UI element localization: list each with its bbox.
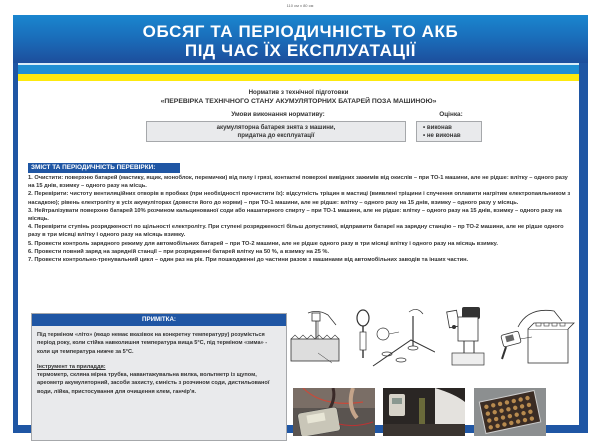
battery-cells-photo [474,388,546,436]
step-item: 3. Нейтралізувати поверхню батарей 10% розчином кальцинованої соди або нашатирного спирту – при ТО-1 машини, але не рідше: влітку – одного разу на 15 днів, взимку – одного разу на місяць. [28,207,562,223]
voltmeter-battery-diagram [498,307,576,367]
step-item: 4. Перевірити ступінь розрядженості по щільності електроліту. При ступені розрядженості більш допустимої, відправити батареї на зарядну станцію – пр ТО-2 машини, але не рідше одного разу в три місяці влітку і одного разу на місяць взимку. [28,224,564,239]
tools-text: термометр, скляна мірна трубка, навантажувальна вилка, вольтметр із щупом, ареометр акумуляторний, засоби захисту, ємність з розчином соди, дистильованої води, лійка, пристосування для очищення клем, ганчір'я. [37,372,270,395]
step-item: 1. Очистити: поверхню батарей (мастику, ящик, моноблок, перемички) від пилу і грязі, контактні поверхні вивідних зажимів від окислів – при ТО-1 машини, але не рідше: влітку – одного разу на 15 днів, взимку – одного разу на місць. [28,175,568,190]
note-box [31,313,287,441]
note-body [32,326,286,396]
electrolyte-test-photo [383,388,465,436]
normative-title: «ПЕРЕВІРКА ТЕХНІЧНОГО СТАНУ АКУМУЛЯТОРНИХ БАТАРЕЙ ПОЗА МАШИНОЮ» [160,98,437,105]
note-heading: ПРИМІТКА: [32,314,286,326]
conditions-line-1: акумуляторна батарея знята з машини, [216,124,336,131]
flag-stripe-yellow [18,74,579,81]
steps-list [28,174,573,264]
hydrometer-diagram [353,306,435,368]
poster-content [18,81,579,425]
step-item: 6. Провести повний заряд на зарядній станції – при розрядженні батарей влітку на 50 %, а взимку на 25 %. [28,248,330,255]
poster-header [13,15,588,63]
grade-passed: • виконав [423,124,452,131]
section-heading: ЗМІСТ ТА ПЕРІОДИЧНІСТЬ ПЕРЕВІРКИ: [28,163,180,173]
tools-label: Інструмент та приладдя: [37,363,106,370]
multimeter-photo [293,388,375,436]
conditions-box [146,121,406,142]
grade-box [416,121,482,142]
step-item: 5. Провести контроль зарядного режиму для автомобільних батарей – при ТО-2 машини, але не рідше одного разу в три місяці влітку і одного разу на місяць взимку. [28,240,498,247]
step-item: 2. Перевірити: чистоту вентиляційних отворів в пробках (при необхідності прочистити їх): відсутність тріщин в мастиці (виявлені тріщини і спучення оплавити нагрітим електропаяльником з насадкою); рівень електроліту в усіх акумуліторах (довести його до норми) – при ТО-1 машини, але не рідше: влітку – одного разу на 15 днів, взимку – одного разу у місяць. [28,191,571,206]
grade-failed: • не виконав [423,132,461,139]
load-fork-diagram [446,303,491,367]
step-item: 7. Провести контрольно-тренувальний цикл – один раз на рік. При пошкодженні до частини разом з машинами від автомобільних заводів та інших частин. [28,257,469,264]
poster-size-caption: 110 см x 80 см [286,3,314,8]
poster-frame [13,15,588,433]
conditions-line-2: придатна до експлуатації [237,132,315,139]
note-text: Під терміном «літо» (якщо немає вказівок на конкретну температуру) розуміється період року, коли стійка навколишня температура вища 5°C, під терміном «зима» - коли ця температура нижче за 5°C. [37,332,268,355]
title-line-1: ОБСЯГ ТА ПЕРІОДИЧНІСТЬ ТО АКБ [142,22,459,41]
grade-label: Оцінка: [439,111,463,118]
conditions-label: Умови виконання нормативу: [231,111,325,118]
title-line-2: ПІД ЧАС ЇХ ЕКСПЛУАТАЦІЇ [184,41,417,60]
flag-stripe-blue [18,65,579,74]
normative-subtitle: Норматив з технічної підготовки [248,89,349,96]
measuring-tube-diagram [288,309,348,367]
